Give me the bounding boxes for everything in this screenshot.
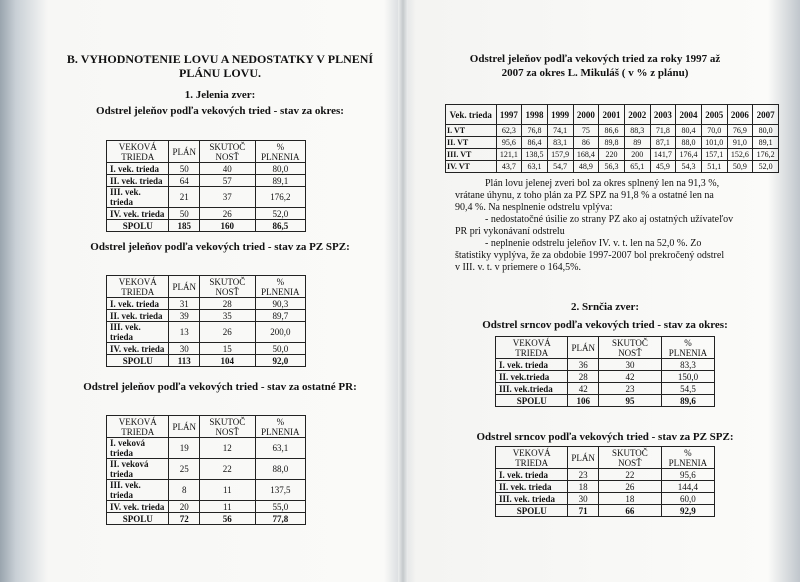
cell-value: 37: [199, 187, 255, 208]
table-6-srnce-pz-spz: [495, 446, 715, 517]
section-jelenia-zver: 1. Jelenia zver:: [184, 89, 256, 101]
row-label: IV. VT: [446, 161, 497, 173]
row-label: III. VT: [446, 149, 497, 161]
table-header-row: [107, 141, 306, 163]
cell-value: 28: [568, 371, 599, 383]
para-line: - nedostatočné úsilie zo strany PZ ako aj ostatných užívateľov: [485, 214, 734, 225]
cell-value: 88,0: [676, 137, 702, 149]
cell-value: 26: [199, 208, 255, 220]
column-header-year: 2006: [727, 105, 753, 125]
row-label: III. vek.trieda: [496, 383, 568, 395]
cell-value: 185: [169, 220, 200, 232]
table-4-header-row: [446, 105, 779, 125]
table-4-years: [445, 104, 779, 173]
cell-value: 104: [199, 355, 255, 367]
cell-value: 22: [199, 459, 255, 480]
cell-value: 92,9: [661, 505, 714, 517]
cell-value: 60,0: [661, 493, 714, 505]
cell-value: 55,0: [255, 501, 305, 513]
cell-value: 54,5: [661, 383, 714, 395]
cell-value: 95: [599, 395, 662, 407]
row-label: I. vek. trieda: [496, 469, 568, 481]
column-header: % PLNENIA: [255, 276, 305, 298]
cell-value: 8: [169, 480, 200, 501]
right-page: [405, 0, 790, 582]
cell-value: 76,9: [727, 125, 753, 137]
cell-value: 12: [199, 438, 255, 459]
table-5-srnce-okres: [495, 336, 715, 407]
column-header: % PLNENIA: [255, 141, 305, 163]
cell-value: 101,0: [701, 137, 727, 149]
cell-value: 87,1: [650, 137, 676, 149]
cell-value: 21: [169, 187, 200, 208]
row-label: II. VT: [446, 137, 497, 149]
cell-value: 80,0: [753, 125, 779, 137]
cell-value: 11: [199, 501, 255, 513]
column-header-year: 2003: [650, 105, 676, 125]
column-header-year: 2002: [624, 105, 650, 125]
para-line: PR pri vykonávaní odstrelu: [455, 226, 565, 237]
table-row: [496, 469, 715, 481]
cell-value: 42: [568, 383, 599, 395]
cell-value: 157,9: [547, 149, 573, 161]
cell-value: 45,9: [650, 161, 676, 173]
cell-value: 176,2: [255, 187, 305, 208]
cell-value: 86,5: [255, 220, 305, 232]
cell-value: 71,8: [650, 125, 676, 137]
cell-value: 11: [199, 480, 255, 501]
cell-value: 91,0: [727, 137, 753, 149]
column-header: SKUTOČ NOSŤ: [598, 447, 661, 469]
row-label: II. vek.trieda: [496, 371, 568, 383]
table-row: [107, 480, 306, 501]
cell-value: 95,6: [661, 469, 714, 481]
cell-value: 141,7: [650, 149, 676, 161]
column-header-year: 2004: [676, 105, 702, 125]
heading-line-1: B. VYHODNOTENIE LOVU A NEDOSTATKY V PLNENÍ: [66, 52, 374, 66]
cell-value: 150,0: [661, 371, 714, 383]
table-header-row: [496, 447, 715, 469]
table-row: [107, 513, 306, 525]
row-label: III. vek. trieda: [496, 493, 568, 505]
cell-value: 138,5: [522, 149, 548, 161]
cell-value: 13: [169, 322, 200, 343]
cell-value: 86,4: [522, 137, 548, 149]
table-row: [107, 220, 306, 232]
row-label: II. veková trieda: [107, 459, 169, 480]
column-header: PLÁN: [568, 447, 599, 469]
plan-paragraph: [455, 178, 785, 274]
column-header-year: 1997: [496, 105, 522, 125]
cell-value: 144,4: [661, 481, 714, 493]
cell-value: 66: [598, 505, 661, 517]
table-row: [107, 501, 306, 513]
column-header: PLÁN: [169, 141, 200, 163]
cell-value: 220: [599, 149, 625, 161]
cell-value: 86: [573, 137, 599, 149]
cell-value: 160: [199, 220, 255, 232]
table-row: [107, 208, 306, 220]
row-label: III. vek. trieda: [107, 322, 169, 343]
cell-value: 28: [199, 298, 255, 310]
column-header-year: 2005: [701, 105, 727, 125]
column-header: SKUTOČ NOSŤ: [199, 276, 255, 298]
table-row: [107, 310, 306, 322]
cell-value: 23: [599, 383, 662, 395]
cell-value: 48,9: [573, 161, 599, 173]
table-6-title: Odstrel srncov podľa vekových tried - stav za PZ SPZ:: [476, 431, 734, 443]
row-label: III. vek. trieda: [107, 187, 169, 208]
cell-value: 26: [199, 322, 255, 343]
table-4-title: [425, 52, 765, 80]
cell-value: 18: [598, 493, 661, 505]
column-header: PLÁN: [169, 276, 200, 298]
cell-value: 71: [568, 505, 599, 517]
table-row: [107, 163, 306, 175]
cell-value: 80,4: [676, 125, 702, 137]
cell-value: 168,4: [573, 149, 599, 161]
column-header-year: 2000: [573, 105, 599, 125]
cell-value: 56,3: [599, 161, 625, 173]
row-label: IV. vek. trieda: [107, 343, 169, 355]
table-row: [496, 505, 715, 517]
cell-value: 23: [568, 469, 599, 481]
cell-value: 30: [599, 359, 662, 371]
row-label: III. vek. trieda: [107, 480, 169, 501]
cell-value: 63,1: [522, 161, 548, 173]
cell-value: 18: [568, 481, 599, 493]
column-header: VEKOVÁ TRIEDA: [496, 337, 568, 359]
column-header-year: 2001: [599, 105, 625, 125]
cell-value: 88,0: [255, 459, 305, 480]
cell-value: 30: [169, 343, 200, 355]
cell-value: 54,7: [547, 161, 573, 173]
table-row: [107, 187, 306, 208]
cell-value: 54,3: [676, 161, 702, 173]
row-label: SPOLU: [107, 513, 169, 525]
row-label: SPOLU: [107, 220, 169, 232]
column-header: % PLNENIA: [255, 416, 305, 438]
row-label: I. vek. trieda: [107, 163, 169, 175]
cell-value: 22: [598, 469, 661, 481]
cell-value: 200: [624, 149, 650, 161]
cell-value: 80,0: [255, 163, 305, 175]
para-line: - neplnenie odstrelu jeleňov IV. v. t. len na 52,0 %. Zo: [485, 238, 702, 249]
left-page: [10, 0, 402, 582]
cell-value: 200,0: [255, 322, 305, 343]
column-header-year: 1999: [547, 105, 573, 125]
cell-value: 35: [199, 310, 255, 322]
table-row: [496, 395, 715, 407]
column-header: SKUTOČ NOSŤ: [199, 141, 255, 163]
table-row: [446, 137, 779, 149]
cell-value: 43,7: [496, 161, 522, 173]
cell-value: 86,6: [599, 125, 625, 137]
para-line: v III. v. t. v priemere o 164,5%.: [455, 262, 581, 273]
left-heading: [50, 52, 390, 80]
cell-value: 95,6: [496, 137, 522, 149]
column-header-trieda: Vek. trieda: [446, 105, 497, 125]
cell-value: 26: [598, 481, 661, 493]
cell-value: 30: [568, 493, 599, 505]
table-row: [496, 493, 715, 505]
section-srncia-zver: 2. Srnčia zver:: [570, 301, 640, 313]
row-label: I. veková trieda: [107, 438, 169, 459]
table-3-title: Odstrel jeleňov podľa vekových tried - stav za ostatné PR:: [83, 381, 357, 393]
cell-value: 19: [169, 438, 200, 459]
cell-value: 50: [169, 163, 200, 175]
cell-value: 121,1: [496, 149, 522, 161]
cell-value: 89: [624, 137, 650, 149]
table-row: [107, 438, 306, 459]
table-2-pz-spz: [106, 275, 306, 367]
cell-value: 20: [169, 501, 200, 513]
cell-value: 83,1: [547, 137, 573, 149]
table-row: [107, 343, 306, 355]
cell-value: 89,6: [661, 395, 714, 407]
cell-value: 83,3: [661, 359, 714, 371]
cell-value: 89,7: [255, 310, 305, 322]
table-row: [107, 175, 306, 187]
cell-value: 70,0: [701, 125, 727, 137]
table-row: [496, 359, 715, 371]
para-line: štatistiky vyplýva, že za obdobie 1997-2007 bol prekročený odstrel: [455, 250, 725, 261]
cell-value: 106: [568, 395, 599, 407]
table-3-ostatne-pr: [106, 415, 306, 525]
cell-value: 40: [199, 163, 255, 175]
cell-value: 176,2: [753, 149, 779, 161]
para-line: 90,4 %. Na nesplnenie odstrelu vplýva:: [455, 202, 613, 213]
row-label: IV. vek. trieda: [107, 208, 169, 220]
table-row: [107, 298, 306, 310]
column-header: VEKOVÁ TRIEDA: [496, 447, 568, 469]
row-label: SPOLU: [496, 505, 568, 517]
cell-value: 75: [573, 125, 599, 137]
row-label: I. VT: [446, 125, 497, 137]
cell-value: 113: [169, 355, 200, 367]
column-header: VEKOVÁ TRIEDA: [107, 416, 169, 438]
table-row: [107, 459, 306, 480]
column-header: % PLNENIA: [661, 447, 714, 469]
column-header: VEKOVÁ TRIEDA: [107, 276, 169, 298]
table-1-okres: [106, 140, 306, 232]
table-row: [496, 383, 715, 395]
cell-value: 89,1: [753, 137, 779, 149]
table-row: [446, 125, 779, 137]
row-label: II. vek. trieda: [107, 310, 169, 322]
cell-value: 72: [169, 513, 200, 525]
cell-value: 62,3: [496, 125, 522, 137]
table-4-title-line-1: Odstrel jeleňov podľa vekových tried za roky 1997 až: [469, 53, 721, 65]
cell-value: 90,3: [255, 298, 305, 310]
column-header-year: 1998: [522, 105, 548, 125]
cell-value: 64: [169, 175, 200, 187]
para-line: Plán lovu jelenej zveri bol za okres splnený len na 91,3 %,: [485, 178, 720, 189]
cell-value: 57: [199, 175, 255, 187]
table-row: [107, 355, 306, 367]
table-4-title-line-2: 2007 za okres L. Mikuláš ( v % z plánu): [501, 67, 689, 79]
column-header: PLÁN: [169, 416, 200, 438]
cell-value: 31: [169, 298, 200, 310]
cell-value: 50,0: [255, 343, 305, 355]
column-header-year: 2007: [753, 105, 779, 125]
cell-value: 52,0: [255, 208, 305, 220]
column-header: SKUTOČ NOSŤ: [199, 416, 255, 438]
row-label: I. vek. trieda: [496, 359, 568, 371]
table-5-title: Odstrel srncov podľa vekových tried - stav za okres:: [482, 319, 728, 331]
table-row: [496, 371, 715, 383]
cell-value: 25: [169, 459, 200, 480]
cell-value: 42: [599, 371, 662, 383]
cell-value: 51,1: [701, 161, 727, 173]
cell-value: 50,9: [727, 161, 753, 173]
table-header-row: [107, 276, 306, 298]
cell-value: 15: [199, 343, 255, 355]
cell-value: 65,1: [624, 161, 650, 173]
cell-value: 157,1: [701, 149, 727, 161]
table-1-title: Odstrel jeleňov podľa vekových tried - stav za okres:: [96, 105, 344, 117]
cell-value: 56: [199, 513, 255, 525]
cell-value: 89,8: [599, 137, 625, 149]
table-2-title: Odstrel jeleňov podľa vekových tried - stav za PZ SPZ:: [90, 241, 350, 253]
row-label: SPOLU: [496, 395, 568, 407]
cell-value: 63,1: [255, 438, 305, 459]
cell-value: 74,1: [547, 125, 573, 137]
table-header-row: [107, 416, 306, 438]
row-label: II. vek. trieda: [107, 175, 169, 187]
row-label: I. vek. trieda: [107, 298, 169, 310]
column-header: % PLNENIA: [661, 337, 714, 359]
column-header: VEKOVÁ TRIEDA: [107, 141, 169, 163]
cell-value: 88,3: [624, 125, 650, 137]
cell-value: 137,5: [255, 480, 305, 501]
table-header-row: [496, 337, 715, 359]
cell-value: 50: [169, 208, 200, 220]
cell-value: 152,6: [727, 149, 753, 161]
row-label: II. vek. trieda: [496, 481, 568, 493]
para-line: vrátane úhynu, z toho plán za PZ SPZ na 91,8 % a ostatné len na: [455, 190, 714, 201]
heading-line-2: PLÁNU LOVU.: [178, 66, 261, 80]
cell-value: 76,8: [522, 125, 548, 137]
table-row: [446, 161, 779, 173]
row-label: IV. vek. trieda: [107, 501, 169, 513]
column-header: PLÁN: [568, 337, 599, 359]
cell-value: 52,0: [753, 161, 779, 173]
cell-value: 176,4: [676, 149, 702, 161]
cell-value: 36: [568, 359, 599, 371]
table-row: [107, 322, 306, 343]
cell-value: 77,8: [255, 513, 305, 525]
table-row: [446, 149, 779, 161]
cell-value: 39: [169, 310, 200, 322]
cell-value: 89,1: [255, 175, 305, 187]
cell-value: 92,0: [255, 355, 305, 367]
table-row: [496, 481, 715, 493]
column-header: SKUTOČ NOSŤ: [599, 337, 662, 359]
row-label: SPOLU: [107, 355, 169, 367]
